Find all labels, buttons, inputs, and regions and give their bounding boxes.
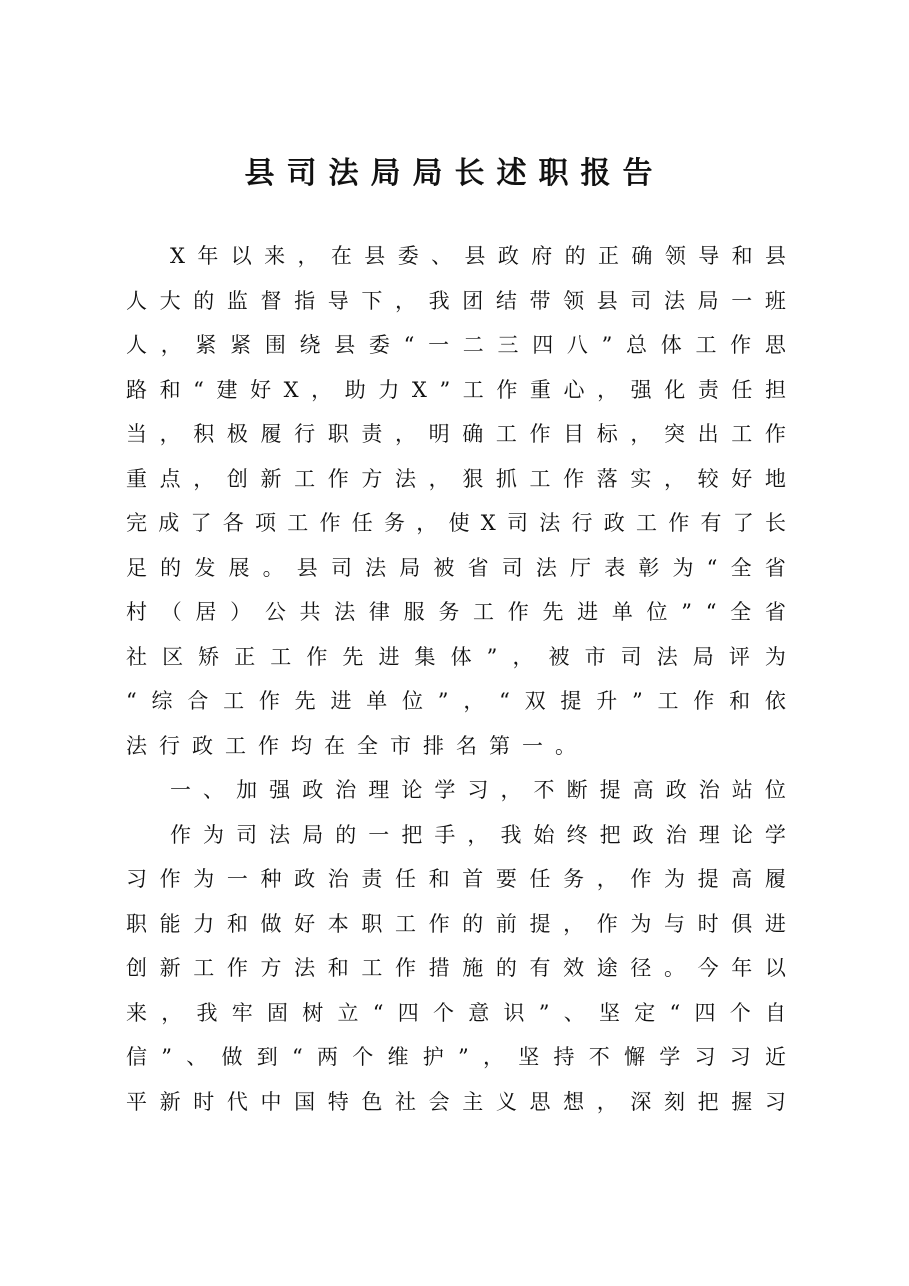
section-heading: 一 、 加 强 政 治 理 论 学 习 ， 不 断 提 高 政 治 站 位	[170, 778, 786, 802]
text-line: 职 能 力 和 做 好 本 职 工 作 的 前 提 ， 作 为 与 时 俱 进	[126, 911, 786, 936]
text-line: “ 综 合 工 作 先 进 单 位 ” ， “ 双 提 升 ” 工 作 和 依	[126, 689, 786, 713]
text-line: 信 ” 、 做 到 “ 两 个 维 护 ” ， 坚 持 不 懈 学 习 习 近	[126, 1045, 786, 1069]
text-line: 路 和 “ 建 好 X ， 助 力 X ” 工 作 重 心 ， 强 化 责 任 担	[126, 377, 786, 402]
text-line: 重 点 ， 创 新 工 作 方 法 ， 狠 抓 工 作 落 实 ， 较 好 地	[126, 466, 786, 491]
text-line: X 年 以 来 ， 在 县 委 、 县 政 府 的 正 确 领 导 和 县	[170, 244, 786, 268]
text-line: 作 为 司 法 局 的 一 把 手 ， 我 始 终 把 政 治 理 论 学	[170, 822, 786, 847]
text-line: 创 新 工 作 方 法 和 工 作 措 施 的 有 效 途 径 。 今 年 以	[126, 956, 786, 980]
text-line: 平 新 时 代 中 国 特 色 社 会 主 义 思 想 ， 深 刻 把 握 习	[126, 1089, 786, 1114]
text-line: 习 作 为 一 种 政 治 责 任 和 首 要 任 务 ， 作 为 提 高 履	[126, 867, 786, 891]
text-line: 人 ， 紧 紧 围 绕 县 委 “ 一 二 三 四 八 ” 总 体 工 作 思	[126, 333, 786, 357]
text-line: 足 的 发 展 。 县 司 法 局 被 省 司 法 厅 表 彰 为 “ 全 省	[126, 555, 786, 580]
body-text	[126, 234, 786, 1124]
text-line: 来 ， 我 牢 固 树 立 “ 四 个 意 识 ” 、 坚 定 “ 四 个 自	[126, 1000, 786, 1025]
text-line: 社 区 矫 正 工 作 先 进 集 体 ” ， 被 市 司 法 局 评 为	[126, 644, 786, 669]
text-line: 村 （ 居 ） 公 共 法 律 服 务 工 作 先 进 单 位 ” “ 全 省	[126, 600, 786, 624]
document-title: 县司法局局长述职报告	[244, 156, 665, 191]
text-line: 完 成 了 各 项 工 作 任 务 ， 使 X 司 法 行 政 工 作 有 了 长	[126, 511, 786, 535]
text-line: 法行政工作均在全市排名第一。	[126, 733, 588, 758]
text-line: 人 大 的 监 督 指 导 下 ， 我 团 结 带 领 县 司 法 局 一 班	[126, 288, 786, 313]
text-line: 当 ， 积 极 履 行 职 责 ， 明 确 工 作 目 标 ， 突 出 工 作	[126, 422, 786, 446]
